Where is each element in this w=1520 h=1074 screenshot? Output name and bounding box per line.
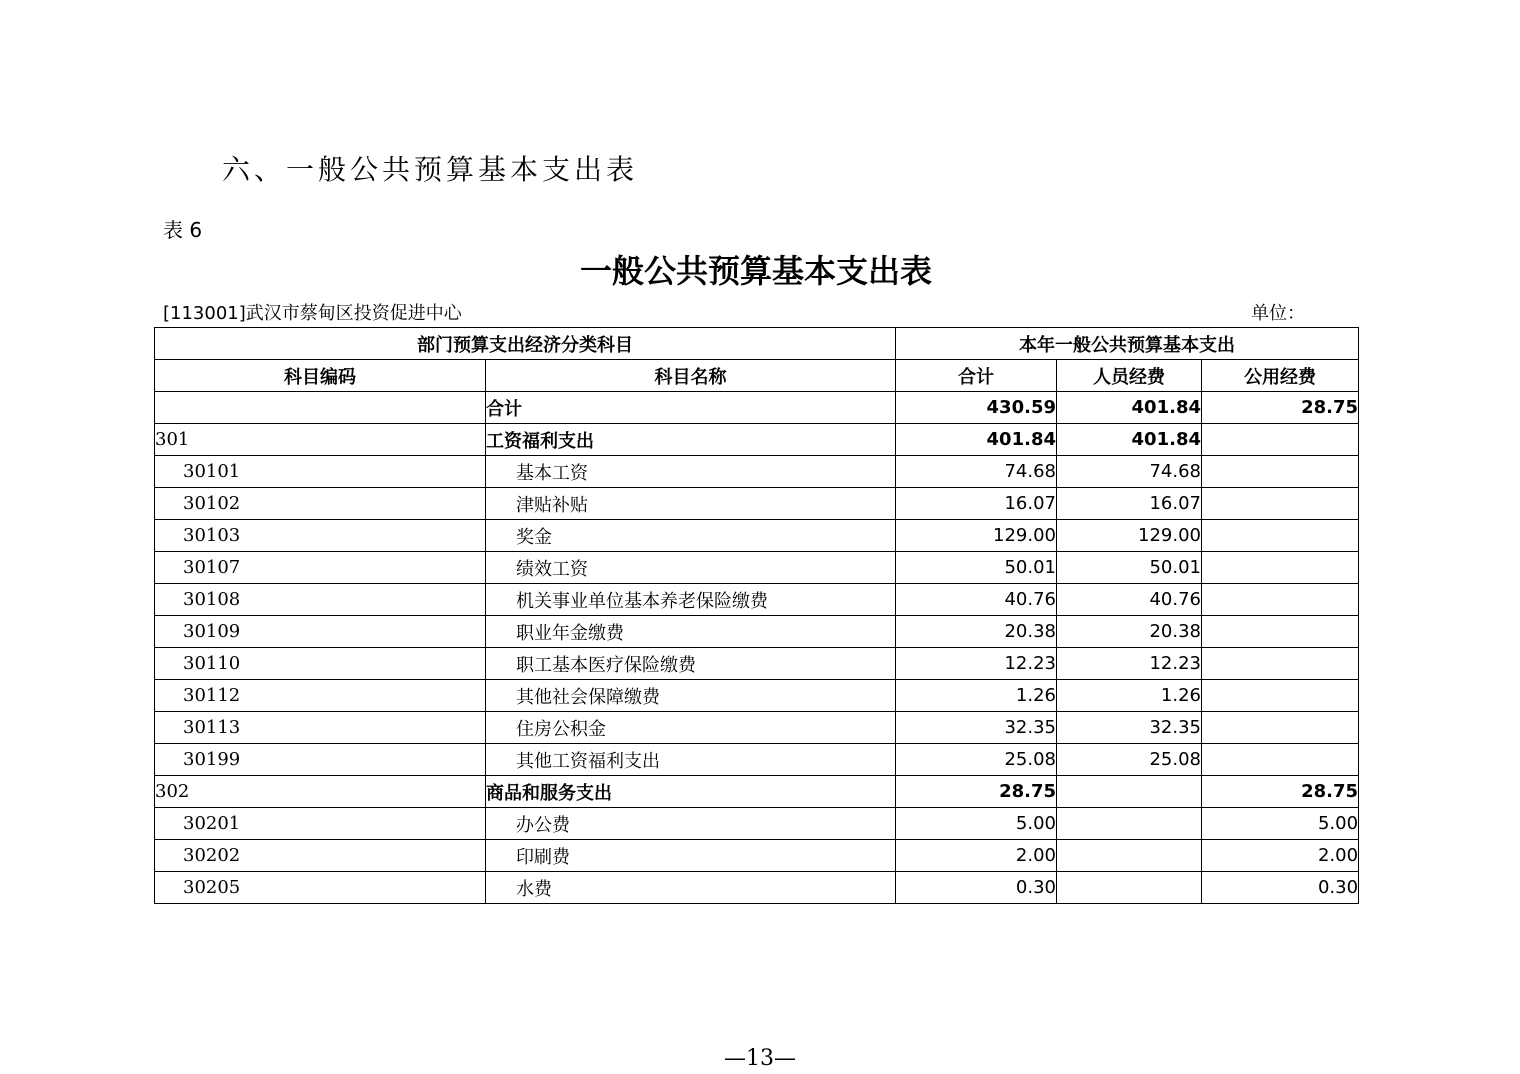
cell-personnel: 25.08 <box>1057 744 1202 776</box>
cell-name: 印刷费 <box>486 840 896 872</box>
table-row <box>155 648 1359 680</box>
table-row <box>155 840 1359 872</box>
cell-total: 32.35 <box>896 712 1057 744</box>
cell-name: 其他工资福利支出 <box>486 744 896 776</box>
cell-code: 30109 <box>155 616 486 648</box>
cell-public <box>1202 520 1359 552</box>
cell-name: 水费 <box>486 872 896 904</box>
cell-personnel: 20.38 <box>1057 616 1202 648</box>
header-code: 科目编码 <box>155 360 486 392</box>
cell-personnel: 129.00 <box>1057 520 1202 552</box>
cell-public: 28.75 <box>1202 776 1359 808</box>
header-personnel: 人员经费 <box>1057 360 1202 392</box>
cell-personnel: 40.76 <box>1057 584 1202 616</box>
table-row <box>155 456 1359 488</box>
cell-total: 74.68 <box>896 456 1057 488</box>
budget-table <box>154 327 1359 904</box>
cell-name: 商品和服务支出 <box>486 776 896 808</box>
cell-name: 办公费 <box>486 808 896 840</box>
cell-total: 20.38 <box>896 616 1057 648</box>
table-number: 表 6 <box>163 218 203 242</box>
cell-code: 30110 <box>155 648 486 680</box>
cell-total: 0.30 <box>896 872 1057 904</box>
cell-personnel <box>1057 872 1202 904</box>
cell-total: 5.00 <box>896 808 1057 840</box>
cell-code <box>155 392 486 424</box>
table-row <box>155 808 1359 840</box>
table-row <box>155 552 1359 584</box>
cell-total: 28.75 <box>896 776 1057 808</box>
page-number: —13— <box>724 1046 796 1071</box>
header-economic-category: 部门预算支出经济分类科目 <box>155 328 896 360</box>
cell-total: 40.76 <box>896 584 1057 616</box>
table-row <box>155 776 1359 808</box>
cell-public <box>1202 456 1359 488</box>
section-heading: 六、一般公共预算基本支出表 <box>222 153 639 186</box>
cell-personnel <box>1057 776 1202 808</box>
table-row <box>155 616 1359 648</box>
table-row <box>155 424 1359 456</box>
cell-public <box>1202 648 1359 680</box>
cell-public <box>1202 584 1359 616</box>
cell-total: 430.59 <box>896 392 1057 424</box>
cell-total: 2.00 <box>896 840 1057 872</box>
cell-personnel: 12.23 <box>1057 648 1202 680</box>
cell-public <box>1202 616 1359 648</box>
cell-code: 30103 <box>155 520 486 552</box>
cell-name: 其他社会保障缴费 <box>486 680 896 712</box>
cell-code: 30199 <box>155 744 486 776</box>
cell-code: 30107 <box>155 552 486 584</box>
cell-total: 16.07 <box>896 488 1057 520</box>
cell-name: 职业年金缴费 <box>486 616 896 648</box>
cell-public <box>1202 488 1359 520</box>
table-row <box>155 520 1359 552</box>
cell-personnel: 32.35 <box>1057 712 1202 744</box>
cell-personnel: 50.01 <box>1057 552 1202 584</box>
cell-code: 30113 <box>155 712 486 744</box>
cell-name: 合计 <box>486 392 896 424</box>
table-row <box>155 680 1359 712</box>
header-public: 公用经费 <box>1202 360 1359 392</box>
cell-total: 12.23 <box>896 648 1057 680</box>
cell-code: 30202 <box>155 840 486 872</box>
cell-name: 机关事业单位基本养老保险缴费 <box>486 584 896 616</box>
table-row <box>155 488 1359 520</box>
cell-personnel: 1.26 <box>1057 680 1202 712</box>
cell-name: 奖金 <box>486 520 896 552</box>
cell-total: 50.01 <box>896 552 1057 584</box>
header-total: 合计 <box>896 360 1057 392</box>
cell-total: 1.26 <box>896 680 1057 712</box>
cell-total: 25.08 <box>896 744 1057 776</box>
cell-public: 2.00 <box>1202 840 1359 872</box>
table-row <box>155 712 1359 744</box>
header-name: 科目名称 <box>486 360 896 392</box>
cell-personnel: 16.07 <box>1057 488 1202 520</box>
table-row <box>155 392 1359 424</box>
cell-public <box>1202 712 1359 744</box>
table-row <box>155 744 1359 776</box>
cell-public <box>1202 424 1359 456</box>
cell-personnel <box>1057 840 1202 872</box>
cell-name: 基本工资 <box>486 456 896 488</box>
cell-code: 30101 <box>155 456 486 488</box>
cell-code: 30102 <box>155 488 486 520</box>
cell-personnel <box>1057 808 1202 840</box>
cell-name: 绩效工资 <box>486 552 896 584</box>
cell-personnel: 401.84 <box>1057 392 1202 424</box>
cell-public: 28.75 <box>1202 392 1359 424</box>
cell-code: 302 <box>155 776 486 808</box>
cell-public <box>1202 680 1359 712</box>
table-row <box>155 872 1359 904</box>
cell-public <box>1202 744 1359 776</box>
table-body <box>155 392 1359 904</box>
cell-name: 职工基本医疗保险缴费 <box>486 648 896 680</box>
cell-code: 30205 <box>155 872 486 904</box>
cell-name: 津贴补贴 <box>486 488 896 520</box>
cell-code: 30108 <box>155 584 486 616</box>
organization-label: [113001]武汉市蔡甸区投资促进中心 <box>163 303 462 324</box>
header-group-row <box>155 328 1359 360</box>
cell-public: 5.00 <box>1202 808 1359 840</box>
header-column-row <box>155 360 1359 392</box>
cell-personnel: 74.68 <box>1057 456 1202 488</box>
cell-public <box>1202 552 1359 584</box>
table-row <box>155 584 1359 616</box>
unit-label: 单位： <box>1251 303 1305 324</box>
cell-public: 0.30 <box>1202 872 1359 904</box>
cell-total: 129.00 <box>896 520 1057 552</box>
cell-code: 30201 <box>155 808 486 840</box>
table-title: 一般公共预算基本支出表 <box>579 252 932 290</box>
cell-total: 401.84 <box>896 424 1057 456</box>
cell-code: 30112 <box>155 680 486 712</box>
header-basic-expenditure: 本年一般公共预算基本支出 <box>896 328 1359 360</box>
cell-code: 301 <box>155 424 486 456</box>
cell-personnel: 401.84 <box>1057 424 1202 456</box>
cell-name: 住房公积金 <box>486 712 896 744</box>
cell-name: 工资福利支出 <box>486 424 896 456</box>
